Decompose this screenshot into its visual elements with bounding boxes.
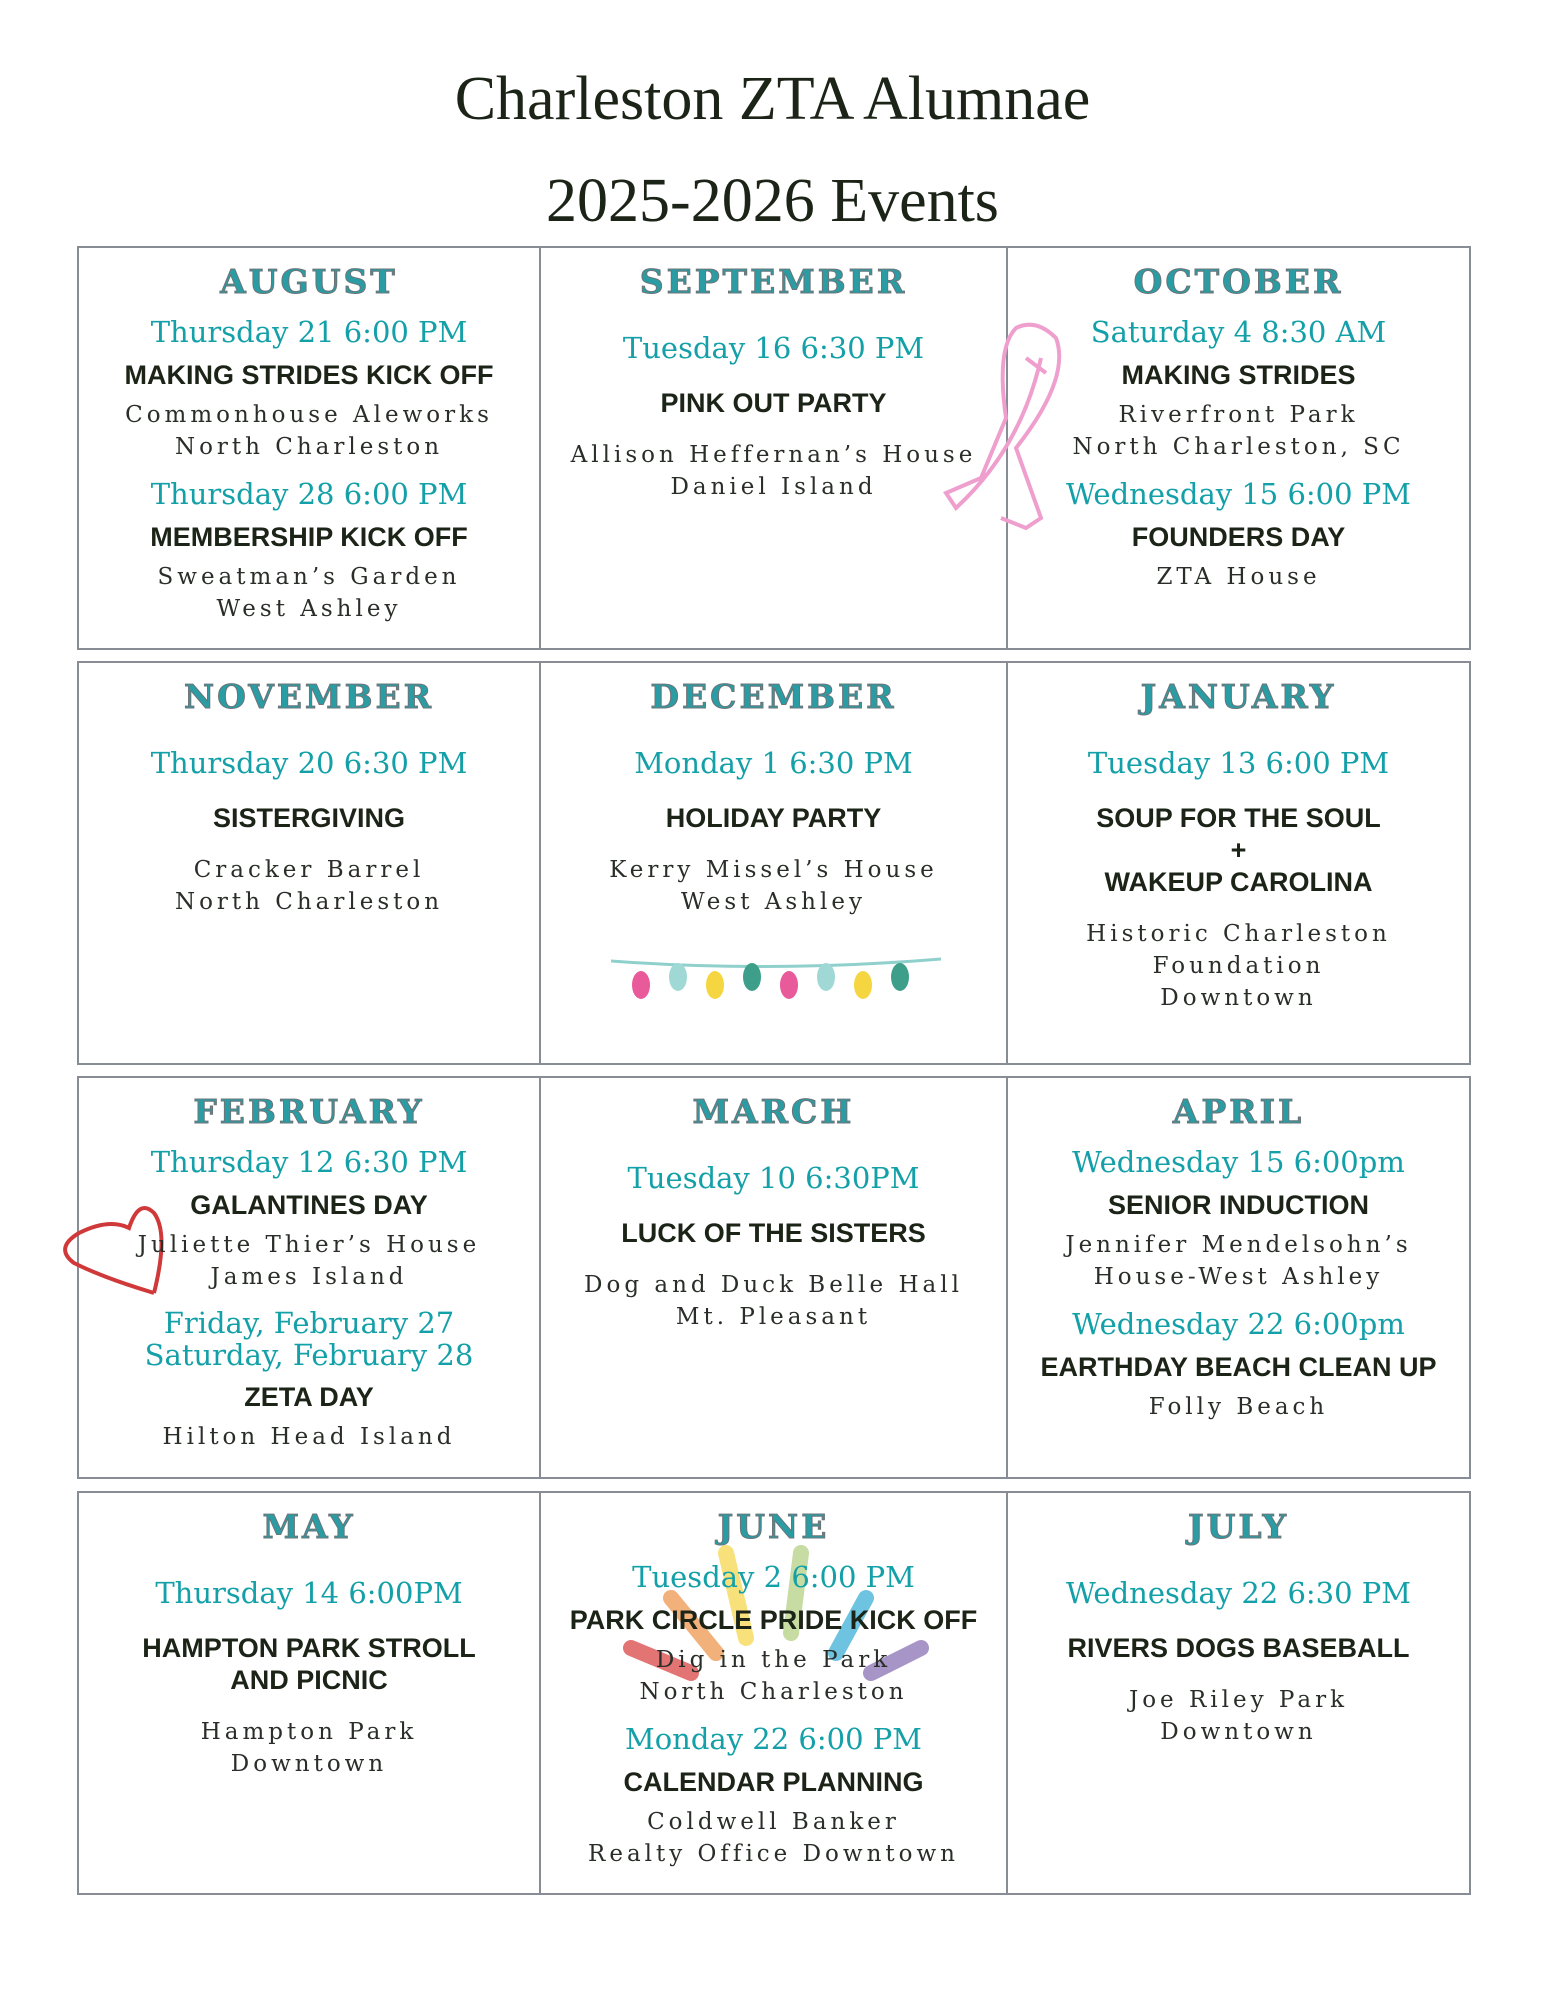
event-location: Riverfront Park xyxy=(1118,402,1359,428)
event-location: Cracker Barrel xyxy=(193,857,425,883)
month-cell-november xyxy=(77,661,541,1065)
event-title: AND PICNIC xyxy=(230,1665,388,1695)
event-title: WAKEUP CAROLINA xyxy=(1104,867,1373,897)
month-heading: DECEMBER xyxy=(650,677,897,716)
event-date: Thursday 21 6:00 PM xyxy=(150,315,468,349)
page-title: Charleston ZTA Alumnae xyxy=(454,65,1091,133)
event-location: Kerry Missel’s House xyxy=(609,857,938,883)
event-date: Tuesday 13 6:00 PM xyxy=(1087,746,1390,780)
event-date: Saturday 4 8:30 AM xyxy=(1090,315,1387,349)
month-cell-december xyxy=(539,661,1008,1065)
event-date: Monday 22 6:00 PM xyxy=(625,1722,922,1756)
event-date: Tuesday 10 6:30PM xyxy=(627,1161,920,1195)
month-cell-september xyxy=(539,246,1008,650)
event-location: West Ashley xyxy=(216,596,402,622)
event-title: SENIOR INDUCTION xyxy=(1107,1190,1369,1220)
event-title: EARTHDAY BEACH CLEAN UP xyxy=(1040,1352,1437,1382)
month-heading: JANUARY xyxy=(1140,677,1337,716)
event-title: CALENDAR PLANNING xyxy=(623,1767,924,1797)
event-location: Folly Beach xyxy=(1148,1394,1329,1420)
event-title: PARK CIRCLE PRIDE KICK OFF xyxy=(569,1605,978,1635)
event-location: Hampton Park xyxy=(200,1719,418,1745)
month-cell-march xyxy=(539,1076,1008,1479)
event-location: North Charleston xyxy=(639,1679,908,1705)
event-location: North Charleston xyxy=(174,889,444,915)
event-title: PINK OUT PARTY xyxy=(660,388,887,418)
event-date: Tuesday 16 6:30 PM xyxy=(622,331,925,365)
month-cell-july xyxy=(1006,1491,1471,1895)
event-title: GALANTINES DAY xyxy=(190,1190,428,1220)
month-cell-february xyxy=(77,1076,541,1479)
event-location: West Ashley xyxy=(681,889,866,915)
event-location: Downtown xyxy=(1160,985,1317,1011)
event-date: Thursday 14 6:00PM xyxy=(155,1576,463,1610)
event-location: House-West Ashley xyxy=(1093,1264,1384,1290)
event-location: Jennifer Mendelsohn’s xyxy=(1065,1232,1412,1258)
month-heading: JUNE xyxy=(717,1507,830,1546)
event-location: Juliette Thier’s House xyxy=(137,1232,481,1258)
event-location: Coldwell Banker xyxy=(647,1809,900,1835)
event-title: + xyxy=(1230,835,1247,865)
event-location: ZTA House xyxy=(1156,564,1321,590)
event-date: Friday, February 27 Saturday, February 28 xyxy=(144,1306,474,1372)
event-location: Allison Heffernan’s House xyxy=(570,442,977,468)
event-location: North Charleston xyxy=(174,434,444,460)
event-location: Joe Riley Park xyxy=(1128,1687,1349,1713)
event-location: Daniel Island xyxy=(670,474,877,500)
month-cell-october xyxy=(1006,246,1471,650)
event-location: Dog and Duck Belle Hall xyxy=(584,1272,963,1298)
month-heading: SEPTEMBER xyxy=(639,262,908,301)
event-title: SOUP FOR THE SOUL xyxy=(1096,803,1381,833)
page-subtitle: 2025-2026 Events xyxy=(546,167,999,235)
event-date: Monday 1 6:30 PM xyxy=(634,746,913,780)
event-location: Downtown xyxy=(230,1751,388,1777)
event-location: Mt. Pleasant xyxy=(675,1304,872,1330)
event-title: MEMBERSHIP KICK OFF xyxy=(150,522,468,552)
month-heading: APRIL xyxy=(1172,1092,1305,1131)
event-title: RIVERS DOGS BASEBALL xyxy=(1067,1633,1410,1663)
event-location: Dig in the Park xyxy=(655,1647,892,1673)
month-cell-may xyxy=(77,1491,541,1895)
month-heading: AUGUST xyxy=(220,262,398,301)
event-location: Hilton Head Island xyxy=(162,1424,456,1450)
event-location: Sweatman’s Garden xyxy=(157,564,461,590)
month-heading: MAY xyxy=(262,1507,356,1546)
event-date: Thursday 20 6:30 PM xyxy=(150,746,468,780)
month-heading: JULY xyxy=(1187,1507,1290,1546)
event-date: Wednesday 22 6:00pm xyxy=(1072,1307,1405,1341)
event-title: MAKING STRIDES xyxy=(1121,360,1356,390)
event-title: LUCK OF THE SISTERS xyxy=(621,1218,926,1248)
event-location: James Island xyxy=(210,1264,408,1290)
event-location: Commonhouse Aleworks xyxy=(125,402,493,428)
month-cell-january xyxy=(1006,661,1471,1065)
month-heading: MARCH xyxy=(692,1092,855,1131)
event-location: Foundation xyxy=(1152,953,1325,979)
event-title: ZETA DAY xyxy=(244,1382,374,1412)
event-date: Tuesday 2 6:00 PM xyxy=(632,1560,915,1594)
event-date: Wednesday 15 6:00 PM xyxy=(1065,477,1411,511)
event-title: SISTERGIVING xyxy=(212,803,406,833)
event-location: Downtown xyxy=(1160,1719,1317,1745)
event-location: Realty Office Downtown xyxy=(588,1841,959,1867)
month-heading: OCTOBER xyxy=(1133,262,1344,301)
event-title: FOUNDERS DAY xyxy=(1131,522,1346,552)
event-title: HOLIDAY PARTY xyxy=(665,803,882,833)
month-heading: NOVEMBER xyxy=(183,677,435,716)
event-date: Thursday 28 6:00 PM xyxy=(150,477,468,511)
month-heading: FEBRUARY xyxy=(193,1092,425,1131)
event-date: Wednesday 22 6:30 PM xyxy=(1065,1576,1411,1610)
event-title: HAMPTON PARK STROLL xyxy=(142,1633,476,1663)
event-location: North Charleston, SC xyxy=(1072,434,1405,460)
event-title: MAKING STRIDES KICK OFF xyxy=(124,360,494,390)
event-date: Thursday 12 6:30 PM xyxy=(150,1145,468,1179)
event-location: Historic Charleston xyxy=(1086,921,1391,947)
event-date: Wednesday 15 6:00pm xyxy=(1072,1145,1405,1179)
month-cell-june xyxy=(539,1491,1008,1895)
month-cell-august xyxy=(77,246,541,650)
month-cell-april xyxy=(1006,1076,1471,1479)
holiday-lights-icon xyxy=(611,953,941,1013)
